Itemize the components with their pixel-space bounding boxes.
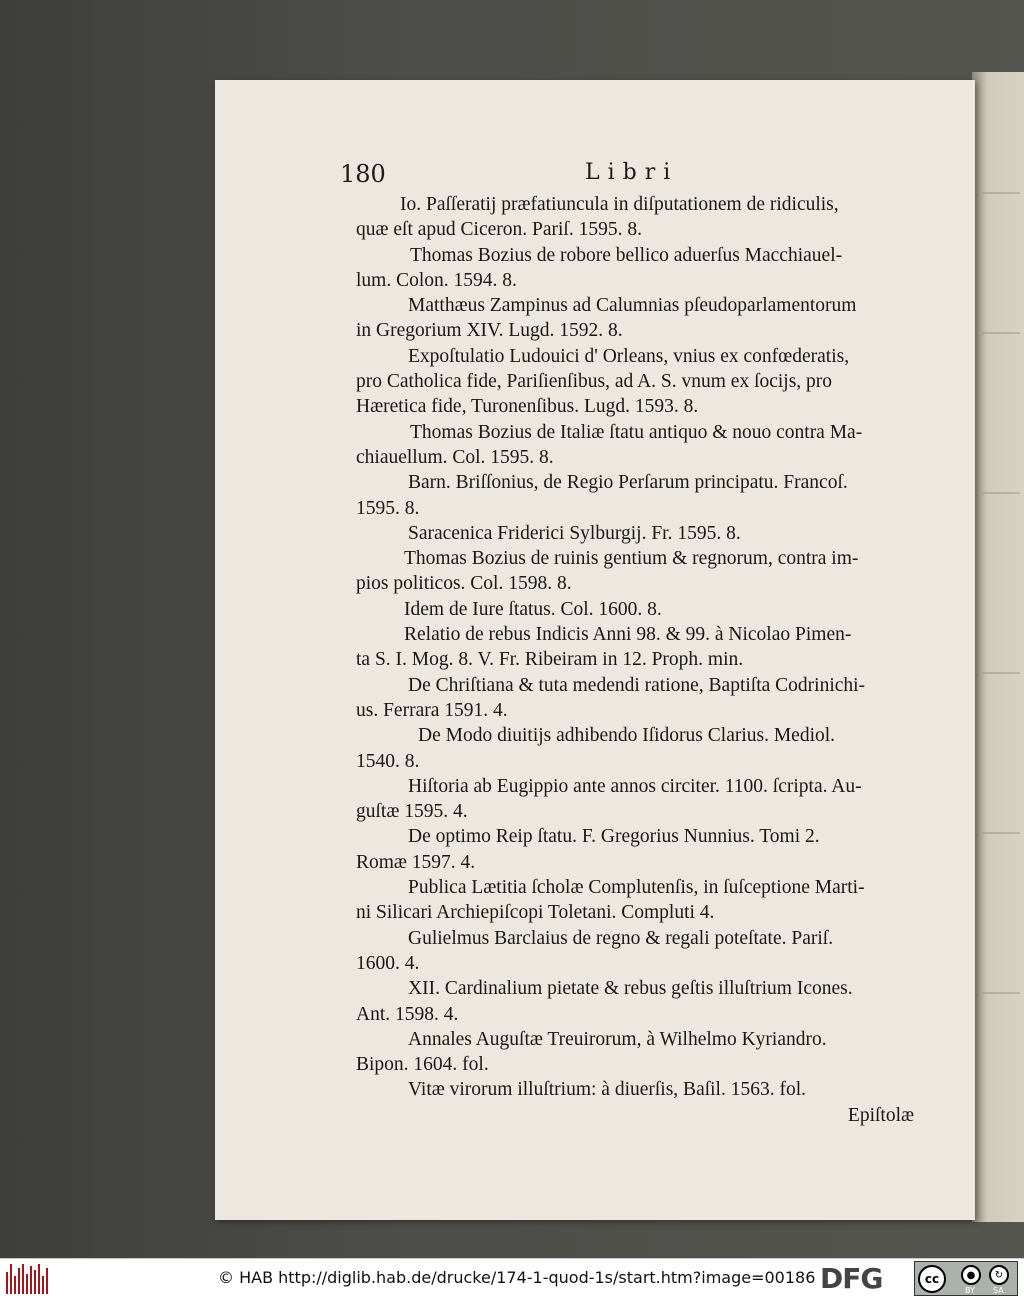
text-line: Matthæus Zampinus ad Calumnias pſeudoparlamentorum [408,295,857,317]
text-line: pro Catholica fide, Pariſienſibus, ad A. S. vnum ex ſocijs, pro [356,371,833,393]
text-line: De optimo Reip ſtatu. F. Gregorius Nunnius. Tomi 2. [408,826,820,848]
text-line: Bipon. 1604. fol. [356,1054,489,1076]
text-line: in Gregorium XIV. Lugd. 1592. 8. [356,320,623,342]
text-line: De Modo diuitijs adhibendo Iſidorus Clarius. Mediol. [418,725,836,747]
text-line: XII. Cardinalium pietate & rebus geſtis illuſtrium Icones. [408,978,853,1000]
page-header [340,160,964,190]
viewer-footer [0,1258,1024,1298]
page-number: 180 [340,160,386,188]
cc-license-badge[interactable] [914,1261,1018,1296]
text-line: Ant. 1598. 4. [356,1003,459,1025]
text-line: Thomas Bozius de ruinis gentium & regnorum, contra im- [404,548,859,570]
text-line: 1595. 8. [356,497,420,519]
text-line: pios politicos. Col. 1598. 8. [356,573,572,595]
page-body [356,192,916,1128]
by-label: BY [965,1286,975,1295]
text-line: Hiſtoria ab Eugippio ante annos circiter. 1100. ſcripta. Au- [408,775,862,797]
text-line: Hæretica fide, Turonenſibus. Lugd. 1593. 8. [356,396,699,418]
text-line: 1540. 8. [356,750,420,772]
text-line: Thomas Bozius de robore bellico aduerſus Macchiauel- [410,244,843,266]
catchword: Epiſtolæ [847,1104,914,1126]
cc-icon: cc [918,1265,946,1293]
text-line: Relatio de rebus Indicis Anni 98. & 99. à Nicolao Pimen- [404,624,852,646]
text-line: 1600. 4. [356,952,420,974]
text-line: Thomas Bozius de Italiæ ſtatu antiquo & nouo contra Ma- [410,421,863,443]
text-line: De Chriſtiana & tuta medendi ratione, Baptiſta Codrinichi- [408,674,866,696]
text-line: Romæ 1597. 4. [356,851,476,873]
text-line: Expoſtulatio Ludouici d' Orleans, vnius ex confœderatis, [408,345,850,367]
text-line: Io. Paſſeratij præfatiuncula in diſputationem de ridiculis, [400,194,839,215]
text-line: us. Ferrara 1591. 4. [356,699,508,721]
text-line: Idem de Iure ſtatus. Col. 1600. 8. [404,598,662,620]
running-head: Libri [585,160,679,185]
hab-logo-icon[interactable] [6,1264,48,1294]
text-line: guſtæ 1595. 4. [356,801,468,823]
by-icon: ● [961,1265,981,1285]
text-line: lum. Colon. 1594. 8. [356,269,517,291]
facing-page-edge [972,72,1024,1222]
sa-label: SA [993,1286,1004,1295]
text-line: Annales Auguſtæ Treuirorum, à Wilhelmo Kyriandro. [408,1028,827,1050]
dfg-logo[interactable]: DFG [820,1262,883,1295]
source-url-link[interactable]: © HAB http://diglib.hab.de/drucke/174-1-quod-1s/start.htm?image=00186 [218,1268,816,1287]
text-line: Saracenica Friderici Sylburgij. Fr. 1595. 8. [408,522,741,544]
text-line: ni Silicari Archiepiſcopi Toletani. Compluti 4. [356,902,715,924]
text-line: ta S. I. Mog. 8. V. Fr. Ribeiram in 12. Proph. min. [356,649,744,671]
text-line: Gulielmus Barclaius de regno & regali poteſtate. Pariſ. [408,927,834,949]
text-line: chiauellum. Col. 1595. 8. [356,446,554,468]
text-line: Publica Lætitia ſcholæ Complutenſis, in ſuſceptione Marti- [408,877,865,899]
sa-icon: ↻ [989,1265,1009,1285]
text-line: Barn. Briſſonius, de Regio Perſarum principatu. Francoſ. [408,472,848,494]
text-line: Vitæ virorum illuſtrium: à diuerſis, Baſil. 1563. fol. [408,1079,807,1101]
text-line: quæ eſt apud Ciceron. Pariſ. 1595. 8. [356,219,642,241]
